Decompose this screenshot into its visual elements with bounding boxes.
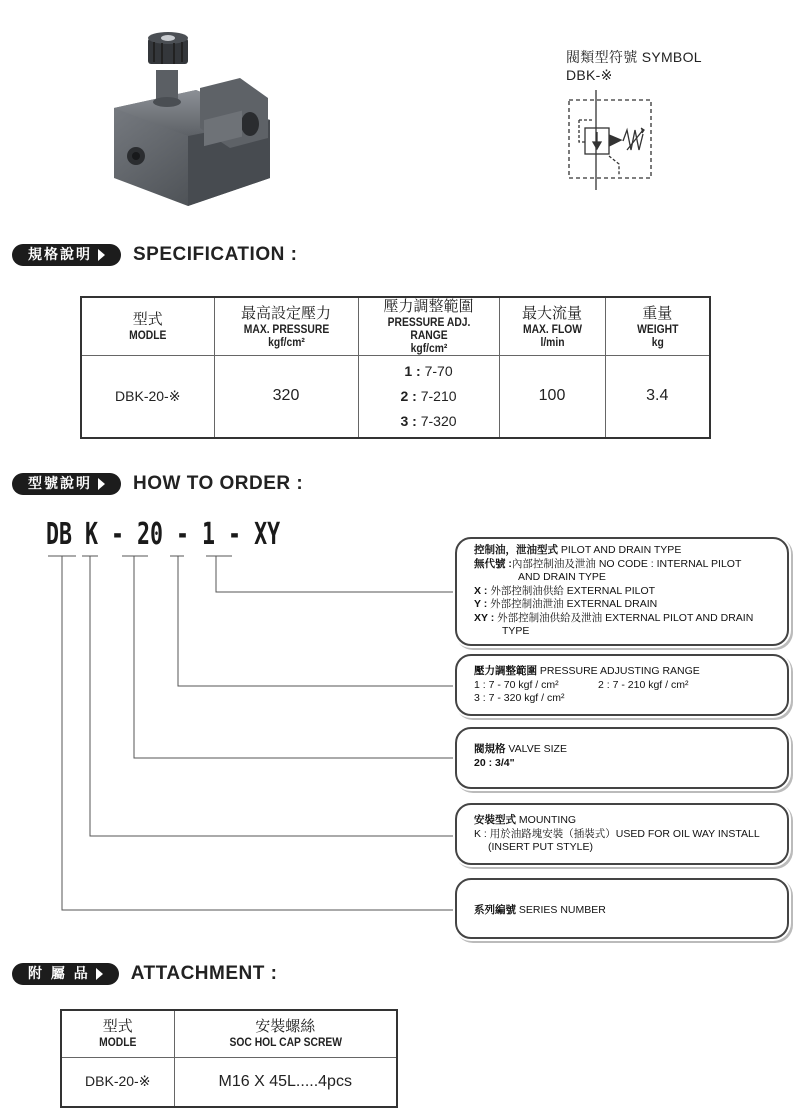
box-line-key: Y : — [474, 598, 488, 610]
spec-header-unit: kgf/cm² — [410, 341, 447, 355]
spec-header-unit: l/min — [539, 334, 565, 349]
box-title-en: MOUNTING — [518, 814, 577, 826]
box-title — [474, 665, 775, 679]
spec-data-row — [81, 356, 710, 438]
box-title — [474, 814, 775, 828]
spec-header-en: MAX. FLOW — [522, 321, 582, 336]
spec-header-en: PRESSURE ADJ. RANGE — [387, 315, 470, 342]
how-to-order-heading — [12, 472, 303, 496]
size-item: 20 : 3/4" — [474, 756, 515, 769]
pressure-item: 3 : 7 - 320 kgf / cm² — [474, 692, 565, 704]
box-title-zh: 控制油，泄油型式 — [474, 544, 558, 556]
spec-header-row — [81, 297, 710, 356]
symbol-title-line1: 閥類型符號 SYMBOL — [566, 49, 702, 65]
box-line-text: 外部控制油泄油 EXTERNAL DRAIN — [490, 598, 658, 610]
hydraulic-symbol-diagram — [563, 90, 663, 190]
box-line-key: XY : — [474, 611, 495, 624]
box-title-zh: 壓力調整範圍 — [474, 665, 537, 677]
range-code: 2 : — [400, 387, 417, 404]
valve-product-image — [100, 28, 280, 210]
spec-header-zh: 最高設定壓力 — [240, 304, 331, 322]
spec-header-zh: 重量 — [642, 304, 673, 322]
attachment-screw-cell: M16 X 45L.....4pcs — [174, 1057, 397, 1107]
box-line — [474, 598, 775, 612]
box-line-text: 外部控制油供給及泄油 EXTERNAL PILOT AND DRAIN — [497, 611, 754, 624]
box-title — [474, 904, 775, 918]
box-title-zh: 閥規格 — [474, 743, 506, 755]
series-number-box — [455, 878, 789, 939]
order-code: DB K - 20 - 1 - XY — [46, 517, 281, 552]
spec-header-en: MAX. PRESSURE — [243, 321, 329, 336]
valve-size-box — [455, 727, 789, 789]
symbol-title-line2: DBK-※ — [566, 67, 613, 83]
specification-label-zh: 規格說明 — [12, 244, 121, 266]
box-line-key: 無代號 : — [474, 557, 512, 570]
range-code: 1 : — [404, 362, 421, 379]
attachment-label-zh: 附 屬 品 — [12, 963, 119, 985]
attachment-header-zh: 安裝螺絲 — [255, 1018, 316, 1036]
box-title-zh: 系列編號 — [474, 904, 516, 916]
attachment-header-model — [61, 1010, 174, 1057]
box-line — [474, 612, 775, 626]
spec-header-zh: 最大流量 — [521, 304, 582, 322]
box-line-text: TYPE — [502, 625, 530, 637]
box-line-text: 外部控制油供給 EXTERNAL PILOT — [490, 584, 656, 597]
mounting-line: (INSERT PUT STYLE) — [488, 841, 594, 853]
attachment-data-row — [61, 1057, 397, 1107]
spec-header-unit: kgf/cm² — [267, 334, 305, 349]
attachment-table — [60, 1009, 398, 1108]
mounting-box — [455, 803, 789, 865]
spec-flow-cell: 100 — [499, 356, 605, 438]
spec-range-cell — [358, 356, 499, 438]
attachment-header-en: MODLE — [99, 1035, 137, 1050]
spec-header-en: MODLE — [129, 328, 167, 342]
box-title-en: VALVE SIZE — [508, 743, 567, 755]
box-title-zh: 安裝型式 — [474, 814, 516, 826]
spec-header-unit: kg — [651, 334, 664, 349]
pressure-range-box — [455, 654, 789, 716]
pressure-item: 1 : 7 - 70 kgf / cm² — [474, 678, 559, 691]
attachment-model-cell: DBK-20-※ — [61, 1057, 174, 1107]
attachment-header-en: SOC HOL CAP SCREW — [228, 1035, 342, 1050]
spec-header-model — [81, 297, 214, 356]
range-item — [359, 409, 499, 434]
box-line — [474, 828, 775, 842]
range-item — [359, 384, 499, 409]
box-line — [474, 679, 775, 693]
box-line — [474, 841, 775, 855]
box-title-en: SERIES NUMBER — [518, 904, 606, 916]
specification-heading — [12, 243, 297, 267]
how-to-order-label-zh: 型號說明 — [12, 473, 121, 495]
range-value: 7-320 — [420, 412, 457, 429]
spec-model-cell: DBK-20-※ — [81, 356, 214, 438]
how-to-order-title: HOW TO ORDER : — [133, 473, 304, 494]
box-title-en: PRESSURE ADJUSTING RANGE — [539, 665, 700, 677]
attachment-heading — [12, 962, 277, 986]
attachment-header-zh: 型式 — [102, 1018, 133, 1036]
spec-weight-cell: 3.4 — [605, 356, 710, 438]
symbol-title — [566, 48, 702, 84]
box-title — [474, 544, 775, 558]
spec-header-flow — [499, 297, 605, 356]
box-line — [474, 585, 775, 599]
specification-title: SPECIFICATION : — [133, 244, 298, 265]
mounting-line: K : 用於油路塊安裝（插裝式）USED FOR OIL WAY INSTALL — [474, 827, 760, 840]
pressure-item: 2 : 7 - 210 kgf / cm² — [598, 678, 689, 691]
box-title-en: PILOT AND DRAIN TYPE — [560, 544, 682, 556]
box-line — [474, 625, 775, 639]
attachment-header-row — [61, 1010, 397, 1057]
box-line — [474, 558, 775, 572]
spec-header-weight — [605, 297, 710, 356]
spec-header-zh: 壓力調整範圍 — [383, 298, 474, 315]
attachment-header-screw — [174, 1010, 397, 1057]
attachment-title: ATTACHMENT : — [130, 963, 278, 984]
spec-header-zh: 型式 — [132, 311, 163, 328]
spec-header-en: WEIGHT — [636, 321, 678, 336]
spec-pressure-cell: 320 — [214, 356, 358, 438]
range-code: 3 : — [400, 412, 417, 429]
pilot-drain-type-box — [455, 537, 789, 646]
range-item — [359, 359, 499, 384]
box-line-key: X : — [474, 584, 488, 597]
specification-table — [80, 296, 711, 439]
box-title — [474, 743, 775, 757]
range-value: 7-70 — [424, 362, 453, 379]
box-line-text: 內部控制油及泄油 NO CODE : INTERNAL PILOT — [511, 557, 742, 570]
range-value: 7-210 — [420, 387, 457, 404]
spec-header-pressure — [214, 297, 358, 356]
box-line-text: AND DRAIN TYPE — [518, 571, 606, 583]
spec-header-range — [358, 297, 499, 356]
box-line — [474, 757, 775, 771]
box-line — [474, 571, 775, 585]
box-line — [474, 692, 775, 706]
